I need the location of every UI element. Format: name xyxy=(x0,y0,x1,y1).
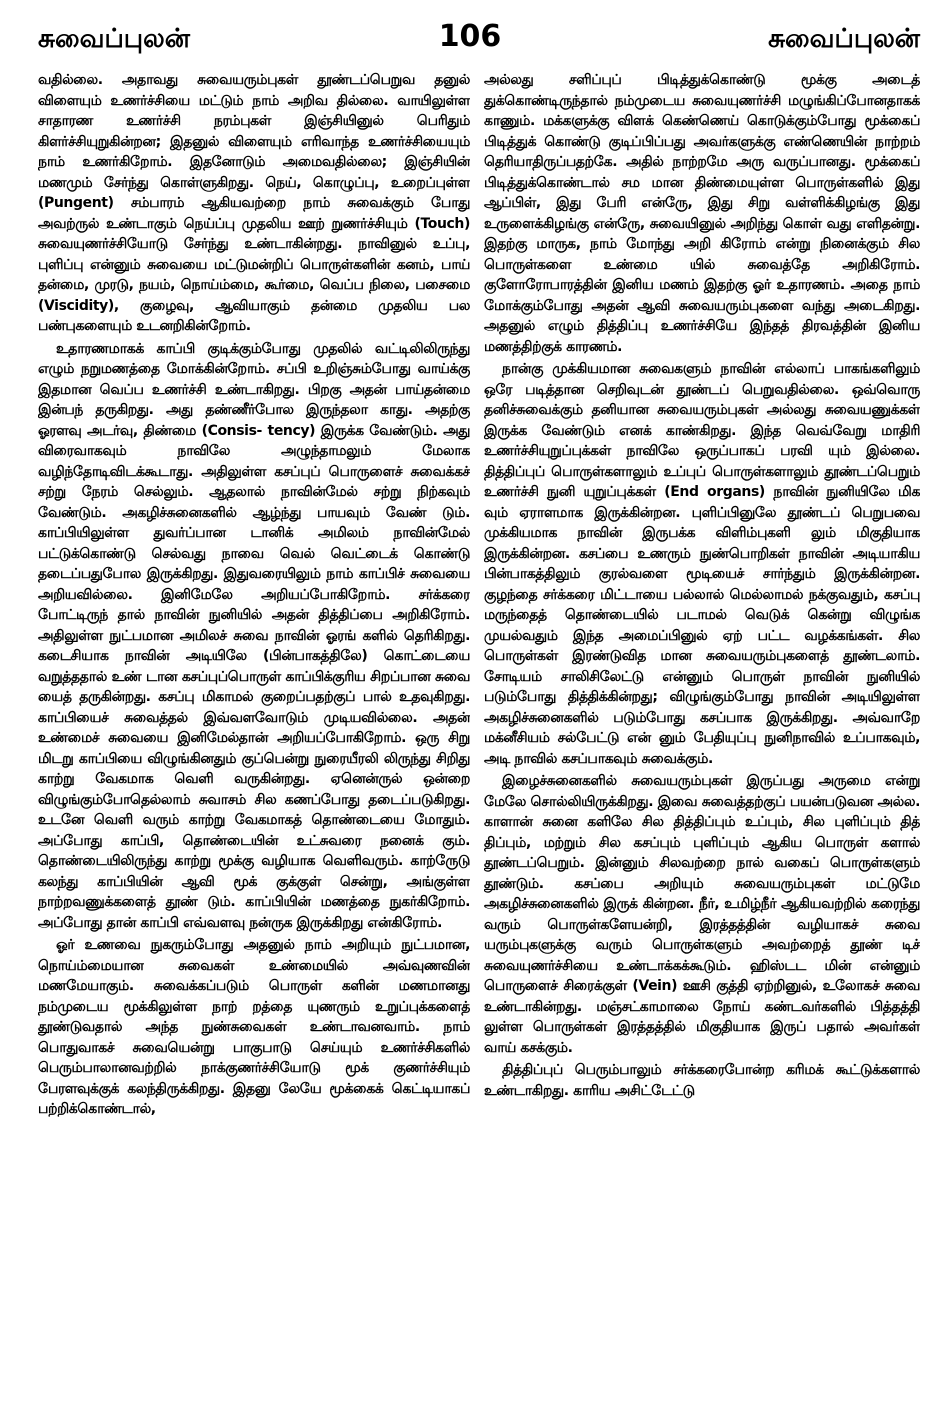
paragraph: உதாரணமாகக் காப்பி குடிக்கும்போது முதலில் வட்டிலிலிருந்து எழும் நறுமணத்தை மோக்கின்றோம். சப்பி உறிஞ்சும்போது வாய்க்கு இதமான வெப்ப உணர்ச்சி உண்டாகிறது. பிறகு அதன் பாய்தன்மை இன்பந் தருகிறது. அது தண்ணீர்போல இருந்தலா காது. அதற்கு ஓரளவு அடர்வு, திண்மை (Consis- tency) இருக்க வேண்டும். அது விரைவாகவும் நாவிலே அழுந்தாமலும் மேலாக வழிந்தோடிவிடக்கூடாது. அதிலுள்ள கசப்புப் பொருளைச் சுவைக்கச் சற்று நேரம் செல்லும். ஆதலால் நாவின்மேல் சற்று நிற்கவும் வேண்டும். அகழிச்சுனைகளில் ஆழ்ந்து பாயவும் வேண் டும். காப்பியிலுள்ள துவர்ப்பான டானிக் அமிலம் நாவின்மேல் பட்டுக்கொண்டு செல்வது நாவை வெல் வெட்டைக் கொண்டு தடைப்பதுபோல இருக்கிறது. இதுவரையிலும் நாம் காப்பிச் சுவையை அறியவில்லை. இனிமேலே அறியப்போகிறோம். சர்க்கரை போட்டிருந் தால் நாவின் நுனியில் அதன் தித்திப்பை அறிகிரோம். அதிலுள்ள நுட்பமான அமிலச் சுவை நாவின் ஓரங் களில் தெரிகிறது. கடைசியாக நாவின் அடியிலே (பின்பாகத்திலே) கொட்டையை வறுத்ததால் உண் டான கசப்புப்பொருள் காப்பிக்குரிய சிறப்பான சுவை யைத் தருகின்றது. கசப்பு மிகாமல் குறைப்பதற்குப் பால் உதவுகிறது. காப்பியைச் சுவைத்தல் இவ்வளவோடும் முடியவில்லை. அதன் உண்மைச் சுவையை இனிமேல்தான் அறியப்போகிறோம். ஒரு சிறு மிடறு காப்பியை விழுங்கினதும் குப்பென்று நுரையீரலி லிருந்து சிறிது காற்று வேகமாக வெளி வருகின்றது. ஏனென்ருல் ஒன்றை விழுங்கும்போதெல்லாம் சுவாசம் சில கணப்போது தடைப்படுகிறது. உடனே வெளி வரும் காற்று வேகமாகத் தொண்டையை மோதும். அப்போது காப்பி, தொண்டையின் உட்சுவரை நனைக் கும். தொண்டையிலிருந்து காற்று மூக்கு வழியாக வெளிவரும். காற்ருேடு கலந்து காப்பியின் ஆவி மூக் குக்குள் சென்று, அங்குள்ள நாற்றவணுக்களைத் தூண் டும். காப்பியின் மணத்தை நுகர்கிறோம். அப்போது தான் காப்பி எவ்வளவு நன்ருக இருக்கிறது என்கிரோம். xyxy=(38,340,470,931)
right-text-column xyxy=(484,70,920,1415)
paragraph: நான்கு முக்கியமான சுவைகளும் நாவின் எல்லாப் பாகங்களிலும் ஒரே படித்தான செறிவுடன் தூண்டப் பெறுவதில்லை. ஒவ்வொரு தனிச்சுவைக்கும் தனியான சுவையரும்புகள் அல்லது சுவையணுக்கள் இருக்க வேண்டும் எனக் காண்கிறது. இந்த வெவ்வேறு மாதிரி உணர்ச்சியுறுப்புக்கள் நாவிலே ஒருப்பாகப் பரவி யும் இல்லை. தித்திப்புப் பொருள்களாலும் உப்புப் பொருள்களாலும் தூண்டப்பெறும் உணர்ச்சி நுனி யுறுப்புக்கள் (End organs) நாவின் நுனியிலே மிக வும் ஏராளமாக இருக்கின்றன. புளிப்பினுலே தூண்டப் பெறுபவை முக்கியமாக நாவின் இருபக்க விளிம்புகளி லும் மிகுதியாக இருக்கின்றன. கசப்பை உணரும் நுண்பொறிகள் நாவின் அடியாகிய பின்பாகத்திலும் குரல்வளை மூடியைச் சார்ந்தும் இருக்கின்றன. குழந்தை சர்க்கரை மிட்டாயை பல்லால் மெல்லாமல் நக்குவதும், கசப்பு மருந்தைத் தொண்டையில் படாமல் வெடுக் கென்று விழுங்க முயல்வதும் இந்த அமைப்பினுல் ஏற் பட்ட வழக்கங்கள். சில பொருள்கள் இரண்டுவித மான சுவையரும்புகளைத் தூண்டலாம். சோடியம் சாலிசிலேட்டு என்னும் பொருள் நாவின் நுனியில் படும்போது தித்திக்கின்றது; விழுங்கும்போது நாவின் அடியிலுள்ள அகழிச்சுனைகளில் படும்போது கசப்பாக இருக்கிறது. அவ்வாறே மக்னீசியம் சல்பேட்டு என் னும் பேதியுப்பு நுனிநாவில் உப்பாகவும், அடி நாவில் கசப்பாகவும் சுவைக்கும். xyxy=(484,361,920,767)
paragraph: அல்லது சளிப்புப் பிடித்துக்கொண்டு மூக்கு அடைத் துக்கொண்டிருந்தால் நம்முடைய சுவையுணர்ச்சி மழுங்கிப்போனதாகக் காணும். மக்களுக்கு விளக் கெண்ணெய் கொடுக்கும்போது மூக்கைப் பிடித்துக் கொண்டு குடிப்பிப்பது அவர்களுக்கு எண்ணெயின் நாற்றம் தெரியாதிருப்பதற்கே. அதில் நாற்றமே அரு வருப்பானது. மூக்கைப் பிடித்துக்கொண்டால் சம மான திண்மையுள்ள பொருள்களில் இது ஆப்பிள், இது பேரி என்ருே, இது சிறு வள்ளிக்கிழங்கு இது உருளைக்கிழங்கு என்ருே, சுவையினுல் அறிந்து கொள் வது எளிதன்று. இதற்கு மாருக, நாம் மோந்து அறி கிரோம் என்று நினைக்கும் சில பொருள்களை உண்மை யில் சுவைத்தே அறிகிரோம். குளோரோபாரத்தின் இனிய மணம் இதற்கு ஓர் உதாரணம். அதை நாம் மோக்கும்போது அதன் ஆவி சுவையரும்புகளை வந்து அடைகிறது. அதனுல் எழும் தித்திப்பு உணர்ச்சியே இந்தத் திரவத்தின் இனிய மணத்திற்குக் காரணம். xyxy=(484,72,920,355)
page-number: 106 xyxy=(438,19,502,54)
running-header-left: சுவைப்புலன் xyxy=(38,24,190,54)
paragraph: இழைச்சுனைகளில் சுவையரும்புகள் இருப்பது அருமை என்று மேலே சொல்லியிருக்கிறது. இவை சுவைத்தற்குப் பயன்படுவன அல்ல. காளான் சுனை களிலே சில தித்திப்பும் உப்பும், சில புளிப்பும் தித் திப்பும், மற்றும் சில கசப்பும் புளிப்பும் ஆகிய பொருள் களால் தூண்டப்பெறும். இன்னும் சிலவற்றை நால் வகைப் பொருள்களும் தூண்டும். கசப்பை அறியும் சுவையரும்புகள் மட்டுமே அகழிச்சுனைகளில் இருக் கின்றன. நீர், உமிழ்நீர் ஆகியவற்றில் கரைந்து வரும் பொருள்களேயன்றி, இரத்தத்தின் வழியாகச் சுவை யரும்புகளுக்கு வரும் பொருள்களும் அவற்றைத் தூண் டிச் சுவையுணர்ச்சியை உண்டாக்கக்கூடும். ஹிஸ்டட மின் என்னும் பொருளைச் சிரைக்குள் (Vein) ஊசி குத்தி ஏற்றினுல், உலோகச் சுவை உண்டாகின்றது. மஞ்சட்காமாலை நோய் கண்டவர்களில் பித்தத்தி லுள்ள பொருள்கள் இரத்தத்தில் மிகுதியாக இருப் பதால் அவர்கள் வாய் கசக்கும். xyxy=(484,773,920,1056)
paragraph: தித்திப்புப் பெரும்பாலும் சர்க்கரைபோன்ற கரிமக் கூட்டுக்களால் உண்டாகிறது. காரிய அசிட்டேட்டு xyxy=(484,1062,920,1099)
paragraph: வதில்லை. அதாவது சுவையரும்புகள் தூண்டப்பெறுவ தனுல் விளையும் உணர்ச்சியை மட்டும் நாம் அறிவ தில்லை. வாயிலுள்ள சாதாரண உணர்ச்சி நரம்புகள் இஞ்சியினுல் பெரிதும் கிளர்ச்சியுறுகின்றன; இதனுல் விளையும் எரிவாந்த உணர்ச்சியையும் நாம் உணர்கிறோம். இதனோடும் அமைவதில்லை; இஞ்சியின் மணமும் சேர்ந்து கொள்ளுகிறது. நெய், கொழுப்பு, உறைப்புள்ள (Pungent) சம்பாரம் ஆகியவற்றை நாம் சுவைக்கும் போது அவற்ருல் உண்டாகும் நெய்ப்பு முதலிய ஊற் றுணர்ச்சியும் (Touch) சுவையுணர்ச்சியோடு சேர்ந்து உண்டாகின்றது. நாவினுல் உப்பு, புளிப்பு என்னும் சுவையை மட்டுமன்றிப் பொருள்களின் கனம், பாய் தன்மை, முரடு, நயம், நொய்ம்மை, கூர்மை, வெப்ப நிலை, பசைமை (Viscidity), குழைவு, ஆவியாகும் தன்மை முதலிய பல பண்புகளையும் உடனறிகின்றோம். xyxy=(38,72,470,334)
running-header-right: சுவைப்புலன் xyxy=(768,24,920,54)
paragraph: ஓர் உணவை நுகரும்போது அதனுல் நாம் அறியும் நுட்பமான, நொய்ம்மையான சுவைகள் உண்மையில் அவ்வுணவின் மணமேயாகும். சுவைக்கப்படும் பொருள் களின் மணமானது நம்முடைய மூக்கிலுள்ள நாற் றத்தை யுணரும் உறுப்புக்களைத் தூண்டுவதால் அந்த நுண்சுவைகள் உண்டாவனவாம். நாம் பொதுவாகச் சுவையென்று பாகுபாடு செய்யும் உணர்ச்சிகளில் பெரும்பாலானவற்றில் நாக்குணர்ச்சியோடு மூக் குணர்ச்சியும் பேரளவுக்குக் கலந்திருக்கிறது. இதனு லேயே மூக்கைக் கெட்டியாகப் பற்றிக்கொண்டால், xyxy=(38,937,470,1117)
left-text-column xyxy=(38,70,470,1415)
